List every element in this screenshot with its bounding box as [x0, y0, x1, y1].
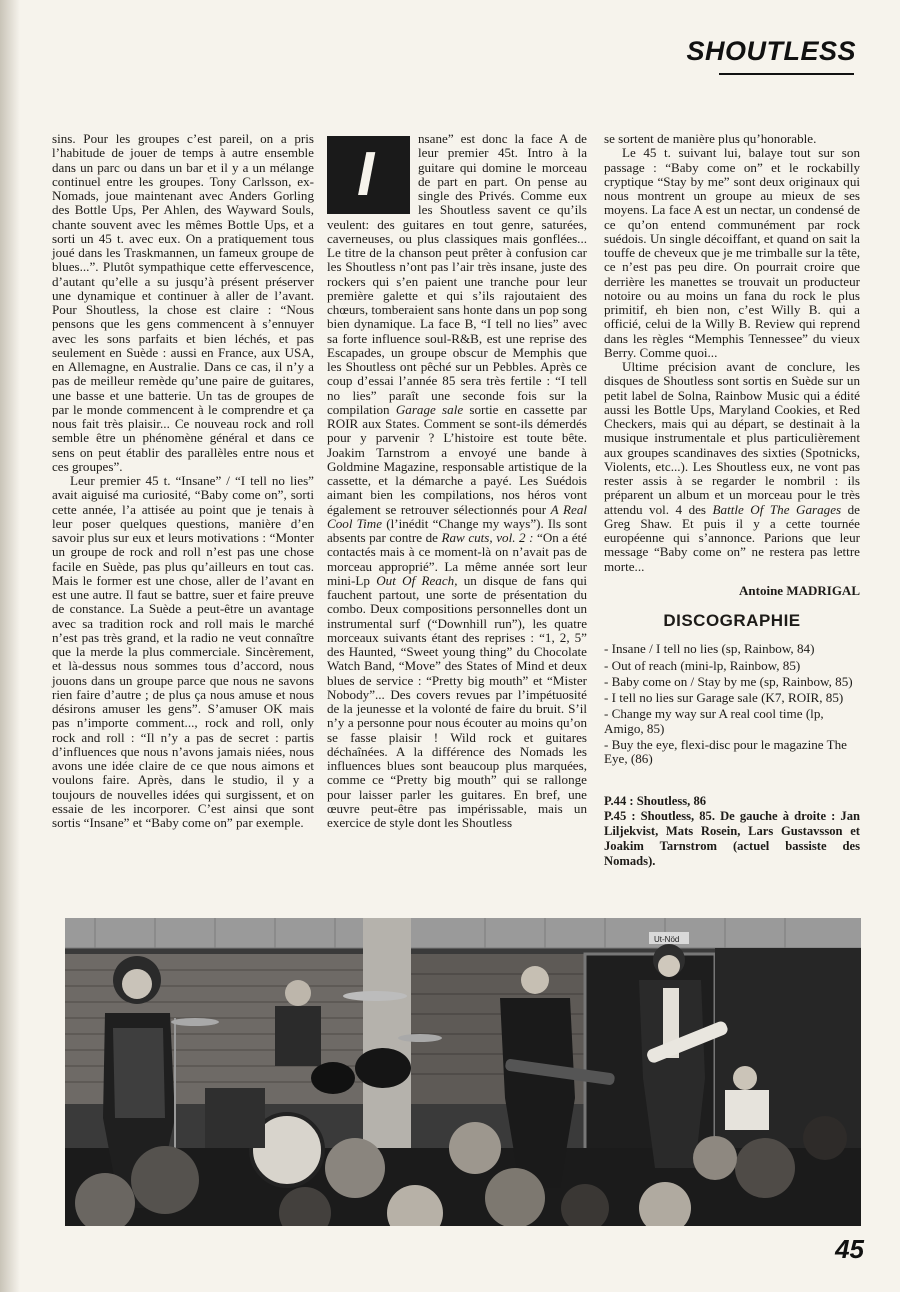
discography-item: - Baby come on / Stay by me (sp, Rainbow, 85) — [604, 673, 853, 689]
paragraph: Le 45 t. suivant lui, balaye tout sur son passage : “Baby come on” et le rockabilly cryptique “Stay by me” sont deux originaux qui nous montrent un groupe au mieux de ses moyens. La face A est un nectar, un condensé de ce qu’on entend communément par rock suédois. Un single décoiffant, et quand on sait la touffe de cheveux que je me trimballe sur la tête, ce n’est pas peu dire. On pourrait croire que derrière les manettes se trouvait un producteur notoire ou au moins un fana du rock le plus primitif, eh bien non, c’est Willy B. qui a officié, celui de la Willy B. Review qui reprend dans les règles “Memphis Tennessee” du vieux Berry. Comme quoi... — [604, 145, 860, 360]
caption: P.44 : Shoutless, 86 — [604, 794, 707, 809]
discography-item: - Change my way sur A real cool time (lp, Amigo, 85) — [604, 706, 824, 736]
drop-cap: I — [327, 136, 410, 214]
discography-item: - Buy the eye, flexi-disc pour le magazine The Eye, (86) — [604, 736, 847, 766]
section-title-rule — [719, 73, 854, 75]
paragraph: sins. Pour les groupes c’est pareil, on a pris l’habitude de jouer de temps à autre ensemble dans un parc ou dans un bar et il y a un mélange continuel entre les groupes. Tony Carlsson, ex-Nomads, joue maintenant avec Anders Gorling des Bottle Ups, Per Ahlen, des Wayward Souls, chante souvent avec les mêmes Bottle Ups, et a sorti un 45 t. avec eux. On a pratiquement tous joué dans les Traskmannen, un fameux groupe de blues...”. Plutôt sympathique cette effervescence, d’autant qu’elle a su jusqu’à présent préserver une dynamique et continuer à aller de l’avant. Pour Shoutless, la chose est claire : “Nous pensons que les gens commencent à s’ennuyer avec les sons parfaits et bien léchés, et pas seulement en Suède : aussi en France, aux USA, en Allemagne, en Australie. Dans ce cas, il n’y a pas de meilleur remède qu’une paire de guitares, une basse et une batterie. Un tas de groupes de par le monde commencent à le comprendre et ça nous fait très plaisir... Ce nouveau rock and roll semble être un phénomène général et dans ce sens on peut établir des parallèles entre nous et ces groupes”. — [52, 131, 314, 474]
page-number: 45 — [835, 1234, 864, 1264]
article-column-2 — [327, 132, 587, 830]
discography-list — [604, 642, 860, 766]
author-signature: Antoine MADRIGAL — [739, 582, 860, 598]
paragraph: Ultime précision avant de conclure, les disques de Shoutless sont sortis en Suède sur un petit label de Solna, Rainbow Music qui a édité aussi les Bottle Ups, Maryland Cookies, et Red Checkers, mais qui au départ, se destinait à la musique instrumentale et plus particulièrement aux groupes scandinaves des sixties (Spotnicks, Violents, etc...). Les Shoutless eux, ne vont pas rester assis à se regarder le nombril : ils préparent un album et un morceau pour le très attendu vol. 4 des Battle Of The Garages de Greg Shaw. Et puis il y a cette tournée européenne qui s’annonce. Parions que leur message “Baby come on” ne restera pas lettre morte... — [604, 359, 860, 574]
discography-item: - I tell no lies sur Garage sale (K7, ROIR, 85) — [604, 690, 844, 705]
paragraph: Leur premier 45 t. “Insane” / “I tell no lies” avait aiguisé ma curiosité, “Baby come on”, sorti cette année, l’a attisée au point que je tenais à leur poser quelques questions, manière d’en savoir plus sur eux et leurs motivations : “Monter un groupe de rock and roll n’est pas une chose facile en Suède, pas plus qu’ailleurs en tout cas. Mais le former est une chose, aller de l’avant en est une autre. Il faut se battre, suer et faire preuve de constance. La Suède a peut-être un avantage avec sa tradition rock and roll mais le marché n’est pas très grand, et la radio ne veut connaître que la merde la plus commerciale. Sincèrement, et là-dessus nous sommes tous d’accord, nous jouons dans un groupe parce que nous ne savons rien faire d’autre ; de plus ça nous amuse et nous désirons amuser les gens”. S’amuser OK mais pas n’importe comment..., rock and roll, only rock and roll : “Il n’y a pas de secret : partis d’influences que nous n’avons jamais niées, nous avons une idée claire de ce que nous aimons et voulons faire. Après, dans le studio, il y a toujours de nouvelles idées qui surgissent, et on essaie de les incorporer. C’est ainsi que sont sortis “Insane” et “Baby come on” par exemple. — [52, 473, 314, 830]
photo-captions — [604, 794, 860, 869]
paragraph: nsane” est donc la face A de leur premier 45t. Intro à la guitare qui domine le morceau de part en part. On pense au single des Privés. Comme eux les Shoutless savent ce qu’ils veulent: des guitares en tout genre, saturées, caverneuses, ou plus classiques mais gonflées... Le titre de la chanson peut prêter à confusion car les Shoutless n’ont pas l’air très insane, juste des rockers qui s’en paient une tranche pour leur première galette et qui s’ils rajoutaient des chœurs, tomberaient sans honte dans un pop song bien dynamique. La face B, “I tell no lies” avec sa forte influence soul-R&B, est une reprise des Escapades, un groupe obscur de Memphis que les Shoutless ont pêché sur un Pebbles. Après ce coup d’essai l’année 85 sera très fertile : “I tell no lies” paraît une seconde fois sur la compilation Garage sale sortie en cassette par ROIR aux States. Comment se sont-ils démerdés pour y parvenir ? L’histoire est toute bête. Joakim Tarnstrom a envoyé une bande à Goldmine Magazine, responsable artistique de la cassette, et la démarche a payé. Les Suédois aimant bien les compilations, nos héros vont également se retrouver sélectionnés pour A Real Cool Time (l’inédit “Change my ways”). Ils sont absents par contre de Raw cuts, vol. 2 : “On a été contactés mais à ce moment-là on n’avait pas de morceau approprié”. La même année sort leur mini-Lp Out Of Reach, un disque de fans qui fauchent partout, une sorte de présentation du combo. Deux compositions personnelles dont un instrumental surf (“Downhill run”), les quatre morceaux suivants étant des reprises : “1, 2, 5” des Haunted, “Sweet young thing” du Chocolate Watch Band, “Move” des States of Mind et deux blues de service : “Pretty big mouth” et “Mister Nobody”... Des covers revues par l’impétuosité de la jeunesse et la volonté de faire du bruit. S’il n’y a personne pour nous écouter au moins qu’on se fasse plaisir ! Wild rock et guitares déchaînées. A la différence des Nomads les influences blues sont beaucoup plus marquées, comme ce “Pretty big mouth” qui se rallonge pour laisser parler les guitares. En bref, une œuvre peut-être pas impérissable, mais un exercice de style dont les Shoutless — [327, 131, 588, 830]
band-concert-photo — [65, 918, 861, 1226]
caption: P.45 : Shoutless, 85. De gauche à droite : Jan Liljekvist, Mats Rosein, Lars Gustavsson et Joakim Tarnstrom (actuel bassiste des Nomads). — [604, 809, 860, 869]
discography-heading: DISCOGRAPHIE — [663, 611, 801, 630]
section-title: SHOUTLESS — [686, 36, 856, 66]
discography-item: - Insane / I tell no lies (sp, Rainbow, 84) — [604, 641, 815, 657]
article-column-3 — [604, 132, 860, 869]
paragraph: se sortent de manière plus qu’honorable. — [604, 131, 817, 146]
exit-sign: Ut-Nöd — [654, 935, 680, 944]
article-column-1 — [52, 132, 314, 830]
discography-item: - Out of reach (mini-lp, Rainbow, 85) — [604, 657, 801, 673]
page-gutter-shadow — [0, 0, 20, 1292]
